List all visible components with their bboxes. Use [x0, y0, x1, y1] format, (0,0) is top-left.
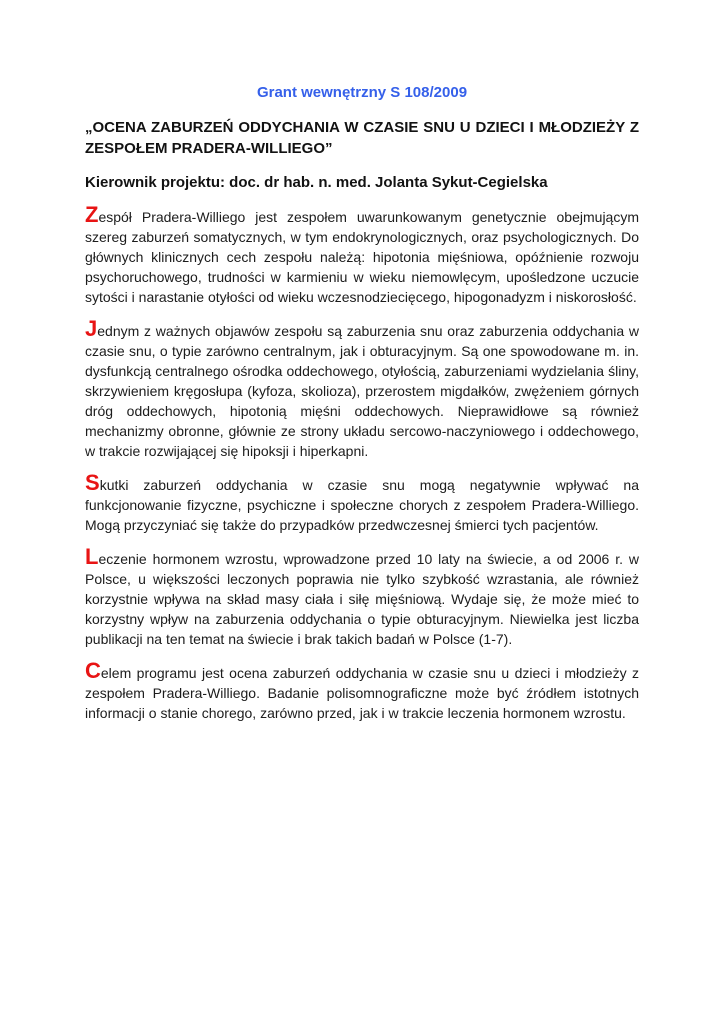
paragraph-initial: C — [85, 658, 101, 683]
paragraph-text: ednym z ważnych objawów zespołu są zaburzenia snu oraz zaburzenia oddychania w czasie snu, o typie zarówno centralnym, jak i obturacyjnym. Są one spowodowane m. in. dysfunkcją centralnego ośrodka oddechowego, otyłością, zaburzeniami wydzielania śliny, skrzywieniem kręgosłupa (kyfoza, skolioza), przerostem migdałków, zwężeniem górnych dróg oddechowych, hipotonią mięśni oddechowych. Nieprawidłowe są również mechanizmy obronne, głównie ze strony układu sercowo-naczyniowego i oddechowego, w trakcie rozwijającej się hipoksji i hiperkapni. — [85, 323, 639, 459]
paragraph-text: eczenie hormonem wzrostu, wprowadzone przed 10 laty na świecie, a od 2006 r. w Polsce, u większości leczonych poprawia nie tylko szybkość wzrastania, ale również korzystnie wpływa na skład masy ciała i siłę mięśniową. Wydaje się, że może mieć to korzystny wpływ na zaburzenia oddychania o typie obturacyjnym. Niewielka jest liczba publikacji na ten temat na świecie i brak takich badań w Polsce (1-7). — [85, 551, 639, 647]
project-lead: Kierownik projektu: doc. dr hab. n. med. Jolanta Sykut-Cegielska — [85, 174, 548, 191]
doc-paragraph — [85, 658, 639, 723]
doc-paragraph — [85, 202, 639, 307]
doc-paragraph — [85, 544, 639, 649]
paragraph-text: espół Pradera-Williego jest zespołem uwarunkowanym genetycznie obejmującym szereg zaburzeń somatycznych, w tym endokrynologicznych, oraz psychologicznych. Do głównych klinicznych cech zespołu należą: hipotonia mięśniowa, opóźnienie rozwoju psychoruchowego, trudności w karmieniu w wieku niemowlęcym, upośledzone uczucie sytości i narastanie otyłości od wieku wczesnodziecięcego, hipogonadyzm i niskorosłość. — [85, 209, 639, 305]
paragraph-text: elem programu jest ocena zaburzeń oddychania w czasie snu u dzieci i młodzieży z zespołem Pradera-Williego. Badanie polisomnograficzne może być źródłem istotnych informacji o stanie chorego, zarówno przed, jak i w trakcie leczenia hormonem wzrostu. — [85, 665, 639, 721]
grant-title: Grant wewnętrzny S 108/2009 — [256, 84, 468, 101]
paragraph-text: kutki zaburzeń oddychania w czasie snu mogą negatywnie wpływać na funkcjonowanie fizyczne, psychiczne i społeczne chorych z zespołem Pradera-Williego. Mogą przyczyniać się także do przypadków przedwczesnej śmierci tych pacjentów. — [85, 477, 639, 533]
paragraph-initial: S — [85, 470, 100, 495]
doc-paragraph — [85, 470, 639, 535]
paragraph-initial: L — [85, 544, 99, 569]
paragraph-initial: Z — [85, 202, 99, 227]
doc-paragraph — [85, 316, 639, 461]
project-heading: „OCENA ZABURZEŃ ODDYCHANIA W CZASIE SNU U DZIECI I MŁODZIEŻY Z ZESPOŁEM PRADERA-WILLIEGO” — [85, 119, 639, 157]
paragraph-initial: J — [85, 316, 98, 341]
